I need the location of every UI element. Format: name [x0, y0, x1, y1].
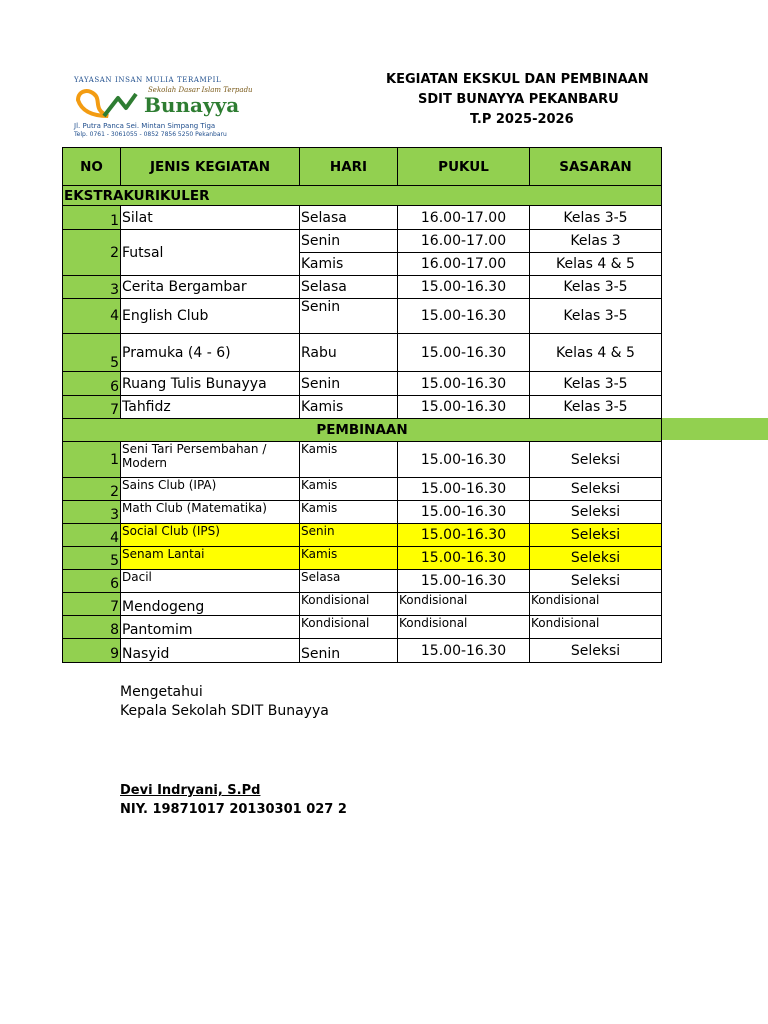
row-pukul: 15.00-16.30 [398, 524, 530, 547]
logo-address: Jl. Putra Panca Sei. Mintan Simpang Tiga [74, 122, 216, 130]
row-no: 9 [63, 639, 121, 663]
col-sasaran: SASARAN [530, 148, 662, 186]
row-kegiatan: Social Club (IPS) [121, 524, 300, 547]
table-row [63, 299, 662, 334]
row-sasaran: Kelas 3-5 [530, 372, 662, 396]
row-sasaran: Seleksi [530, 524, 662, 547]
row-kegiatan: Pramuka (4 - 6) [121, 334, 300, 372]
row-sasaran: Seleksi [530, 442, 662, 478]
row-kegiatan: Sains Club (IPA) [121, 478, 300, 501]
row-kegiatan: English Club [121, 299, 300, 334]
table-row [63, 230, 662, 253]
row-pukul: 15.00-16.30 [398, 334, 530, 372]
school-year: T.P 2025-2026 [470, 112, 574, 127]
row-no: 4 [63, 524, 121, 547]
row-sasaran: Seleksi [530, 547, 662, 570]
row-hari: Selasa [300, 276, 398, 299]
row-sasaran: Kelas 3-5 [530, 396, 662, 419]
col-pukul: PUKUL [398, 148, 530, 186]
row-hari: Selasa [300, 570, 398, 593]
logo-phone: Telp. 0761 - 3061055 - 0852 7856 5250 Pekanbaru [74, 131, 227, 138]
row-pukul: Kondisional [398, 616, 530, 639]
row-no: 8 [63, 616, 121, 639]
row-hari: Kondisional [300, 616, 398, 639]
row-kegiatan: Ruang Tulis Bunayya [121, 372, 300, 396]
row-hari: Senin [300, 372, 398, 396]
row-pukul: 15.00-16.30 [398, 478, 530, 501]
signer-niy: NIY. 19871017 20130301 027 2 [120, 802, 347, 817]
section-ekskul-label: EKSTRAKURIKULER [63, 186, 662, 206]
table-row [63, 639, 662, 663]
row-hari: Senin [300, 524, 398, 547]
row-kegiatan: Futsal [121, 230, 300, 276]
row-sasaran: Kelas 4 & 5 [530, 334, 662, 372]
row-sasaran: Kelas 4 & 5 [530, 253, 662, 276]
row-pukul: 16.00-17.00 [398, 253, 530, 276]
row-sasaran: Seleksi [530, 570, 662, 593]
row-no: 7 [63, 396, 121, 419]
row-hari: Rabu [300, 334, 398, 372]
doc-title: KEGIATAN EKSKUL DAN PEMBINAAN [386, 72, 649, 87]
col-hari: HARI [300, 148, 398, 186]
row-kegiatan: Pantomim [121, 616, 300, 639]
activity-table [62, 147, 662, 663]
row-pukul: 15.00-16.30 [398, 639, 530, 663]
document-header [380, 70, 660, 130]
row-no: 6 [63, 372, 121, 396]
col-no: NO [63, 148, 121, 186]
row-hari: Kamis [300, 396, 398, 419]
acknowledgement-label: Mengetahui [120, 684, 203, 700]
row-hari: Senin [300, 639, 398, 663]
row-no: 5 [63, 334, 121, 372]
row-hari: Kamis [300, 253, 398, 276]
logo-foundation: YAYASAN INSAN MULIA TERAMPIL [74, 76, 222, 84]
acknowledgement-block [120, 683, 329, 721]
row-hari: Kamis [300, 478, 398, 501]
row-kegiatan: Tahfidz [121, 396, 300, 419]
row-kegiatan: Cerita Bergambar [121, 276, 300, 299]
row-sasaran: Seleksi [530, 478, 662, 501]
row-no: 3 [63, 501, 121, 524]
col-kegiatan: JENIS KEGIATAN [121, 148, 300, 186]
row-hari: Senin [300, 299, 398, 334]
table-row [63, 478, 662, 501]
table-header-row [63, 148, 662, 186]
row-sasaran: Kelas 3 [530, 230, 662, 253]
row-kegiatan: Math Club (Matematika) [121, 501, 300, 524]
row-no: 3 [63, 276, 121, 299]
row-hari: Kondisional [300, 593, 398, 616]
school-logo [72, 72, 253, 140]
table-row [63, 276, 662, 299]
row-sasaran: Kondisional [530, 616, 662, 639]
row-kegiatan: Mendogeng [121, 593, 300, 616]
row-sasaran: Kondisional [530, 593, 662, 616]
row-no: 4 [63, 299, 121, 334]
row-no: 5 [63, 547, 121, 570]
signature-block [120, 781, 347, 819]
row-pukul: 15.00-16.30 [398, 501, 530, 524]
row-no: 1 [63, 206, 121, 230]
school-name: SDIT BUNAYYA PEKANBARU [418, 92, 619, 107]
row-no: 2 [63, 230, 121, 276]
row-kegiatan: Silat [121, 206, 300, 230]
row-sasaran: Kelas 3-5 [530, 206, 662, 230]
row-sasaran: Kelas 3-5 [530, 299, 662, 334]
row-pukul: 15.00-16.30 [398, 396, 530, 419]
row-kegiatan: Dacil [121, 570, 300, 593]
row-hari: Kamis [300, 501, 398, 524]
row-no: 7 [63, 593, 121, 616]
row-kegiatan: Senam Lantai [121, 547, 300, 570]
row-pukul: 15.00-16.30 [398, 372, 530, 396]
row-sasaran: Seleksi [530, 639, 662, 663]
table-row [63, 501, 662, 524]
table-row [63, 206, 662, 230]
row-hari: Senin [300, 230, 398, 253]
section-row-pembinaan [63, 419, 662, 442]
row-pukul: Kondisional [398, 593, 530, 616]
row-kegiatan: Nasyid [121, 639, 300, 663]
section-row-ekskul [63, 186, 662, 206]
table-row [63, 372, 662, 396]
signer-name: Devi Indryani, S.Pd [120, 783, 261, 798]
row-no: 1 [63, 442, 121, 478]
table-row [63, 442, 662, 478]
logo-name: Bunayya [144, 93, 240, 117]
table-row-highlighted [63, 547, 662, 570]
row-pukul: 15.00-16.30 [398, 276, 530, 299]
row-hari: Selasa [300, 206, 398, 230]
principal-title: Kepala Sekolah SDIT Bunayya [120, 703, 329, 719]
row-hari: Kamis [300, 442, 398, 478]
section-fill-extension [660, 418, 768, 440]
section-pembinaan-label: PEMBINAAN [63, 419, 662, 442]
row-no: 6 [63, 570, 121, 593]
table-row [63, 396, 662, 419]
book-heart-icon [74, 86, 144, 120]
row-pukul: 15.00-16.30 [398, 547, 530, 570]
row-pukul: 15.00-16.30 [398, 570, 530, 593]
table-row-highlighted [63, 524, 662, 547]
row-pukul: 15.00-16.30 [398, 299, 530, 334]
row-sasaran: Seleksi [530, 501, 662, 524]
row-kegiatan: Seni Tari Persembahan / Modern [121, 442, 300, 478]
table-row [63, 570, 662, 593]
logo-tagline: Sekolah Dasar Islam Terpadu [148, 86, 253, 94]
row-pukul: 16.00-17.00 [398, 206, 530, 230]
row-pukul: 15.00-16.30 [398, 442, 530, 478]
table-row [63, 593, 662, 616]
row-hari: Kamis [300, 547, 398, 570]
table-row [63, 334, 662, 372]
row-no: 2 [63, 478, 121, 501]
table-row [63, 616, 662, 639]
row-pukul: 16.00-17.00 [398, 230, 530, 253]
row-sasaran: Kelas 3-5 [530, 276, 662, 299]
